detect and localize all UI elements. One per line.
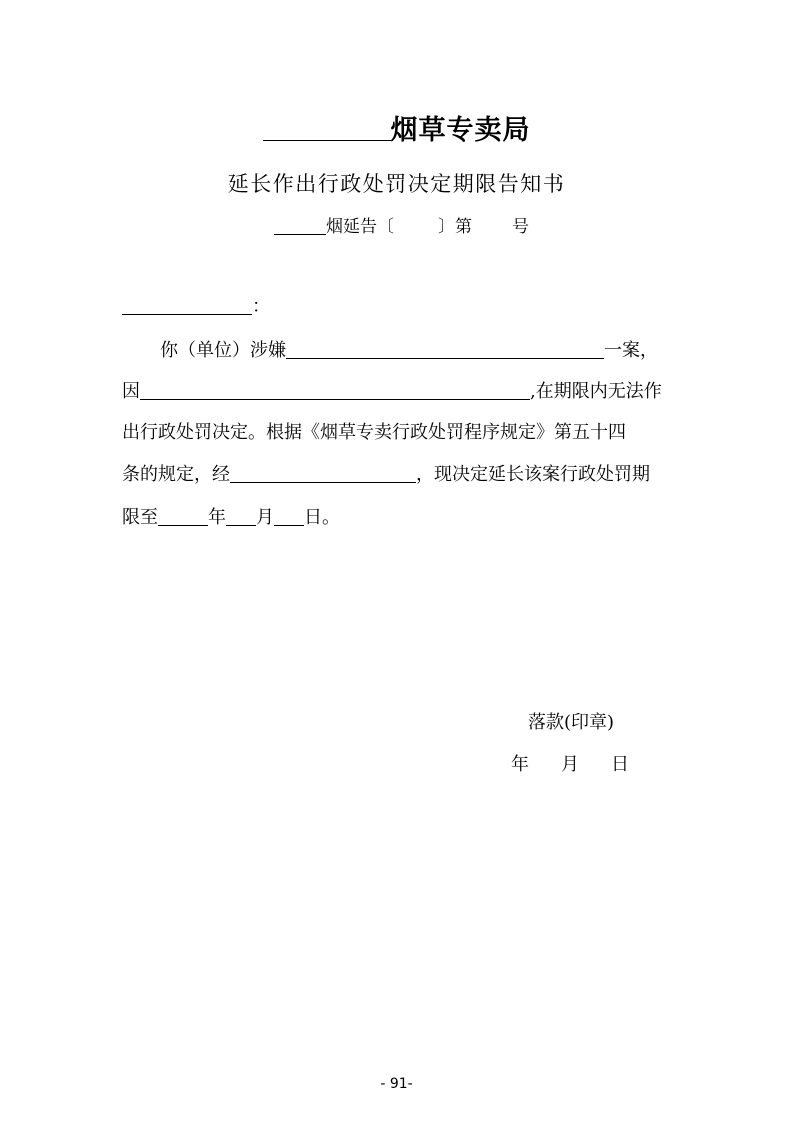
signature-day: 日 bbox=[611, 754, 629, 775]
body-line-2-start: 因 bbox=[122, 381, 140, 402]
document-number-mid: 〕第 bbox=[438, 217, 472, 237]
body-line-4-end: ，现决定延长该案行政处罚期 bbox=[416, 464, 650, 485]
body-line-1-end: 一案， bbox=[604, 340, 658, 361]
seal-label: 落款(印章) bbox=[528, 712, 615, 733]
body-line-1 bbox=[160, 336, 720, 362]
body-line-5 bbox=[122, 503, 682, 529]
agency-suffix: 烟草专卖局 bbox=[390, 115, 531, 146]
body-line-4 bbox=[122, 460, 682, 486]
deadline-month-label: 月 bbox=[256, 507, 274, 528]
body-line-1-start: 你（单位）涉嫌 bbox=[160, 340, 286, 361]
document-number-prefix-blank[interactable] bbox=[274, 217, 326, 235]
addressee-blank[interactable] bbox=[122, 296, 252, 315]
signature-date bbox=[511, 750, 629, 776]
deadline-month-blank[interactable] bbox=[226, 507, 256, 526]
deadline-day-blank[interactable] bbox=[274, 507, 304, 526]
page-number: - 91- bbox=[380, 1076, 413, 1092]
document-number-suffix: 号 bbox=[512, 217, 529, 237]
deadline-day-label: 日。 bbox=[304, 507, 340, 528]
document-number-prefix: 烟延告〔 bbox=[326, 217, 394, 237]
body-line-5-start: 限至 bbox=[122, 507, 158, 528]
signature-year: 年 bbox=[511, 754, 529, 775]
addressee-colon: ： bbox=[252, 296, 270, 317]
signature-month: 月 bbox=[561, 754, 579, 775]
addressee-line bbox=[122, 292, 682, 318]
body-line-2 bbox=[122, 377, 682, 403]
body-line-2-end: ,在期限内无法作 bbox=[530, 381, 662, 402]
approval-blank[interactable] bbox=[230, 464, 416, 483]
document-title: 延长作出行政处罚决定期限告知书 bbox=[227, 172, 566, 196]
deadline-year-label: 年 bbox=[208, 507, 226, 528]
body-line-3: 出行政处罚决定。根据《烟草专卖行政处罚程序规定》第五十四 bbox=[122, 422, 626, 443]
suspected-violation-blank[interactable] bbox=[286, 340, 604, 359]
agency-heading bbox=[0, 108, 793, 147]
document-number bbox=[274, 212, 529, 237]
deadline-year-blank[interactable] bbox=[158, 507, 208, 526]
body-line-4-start: 条的规定，经 bbox=[122, 464, 230, 485]
reason-blank[interactable] bbox=[140, 381, 530, 400]
agency-name-blank[interactable] bbox=[263, 112, 391, 141]
